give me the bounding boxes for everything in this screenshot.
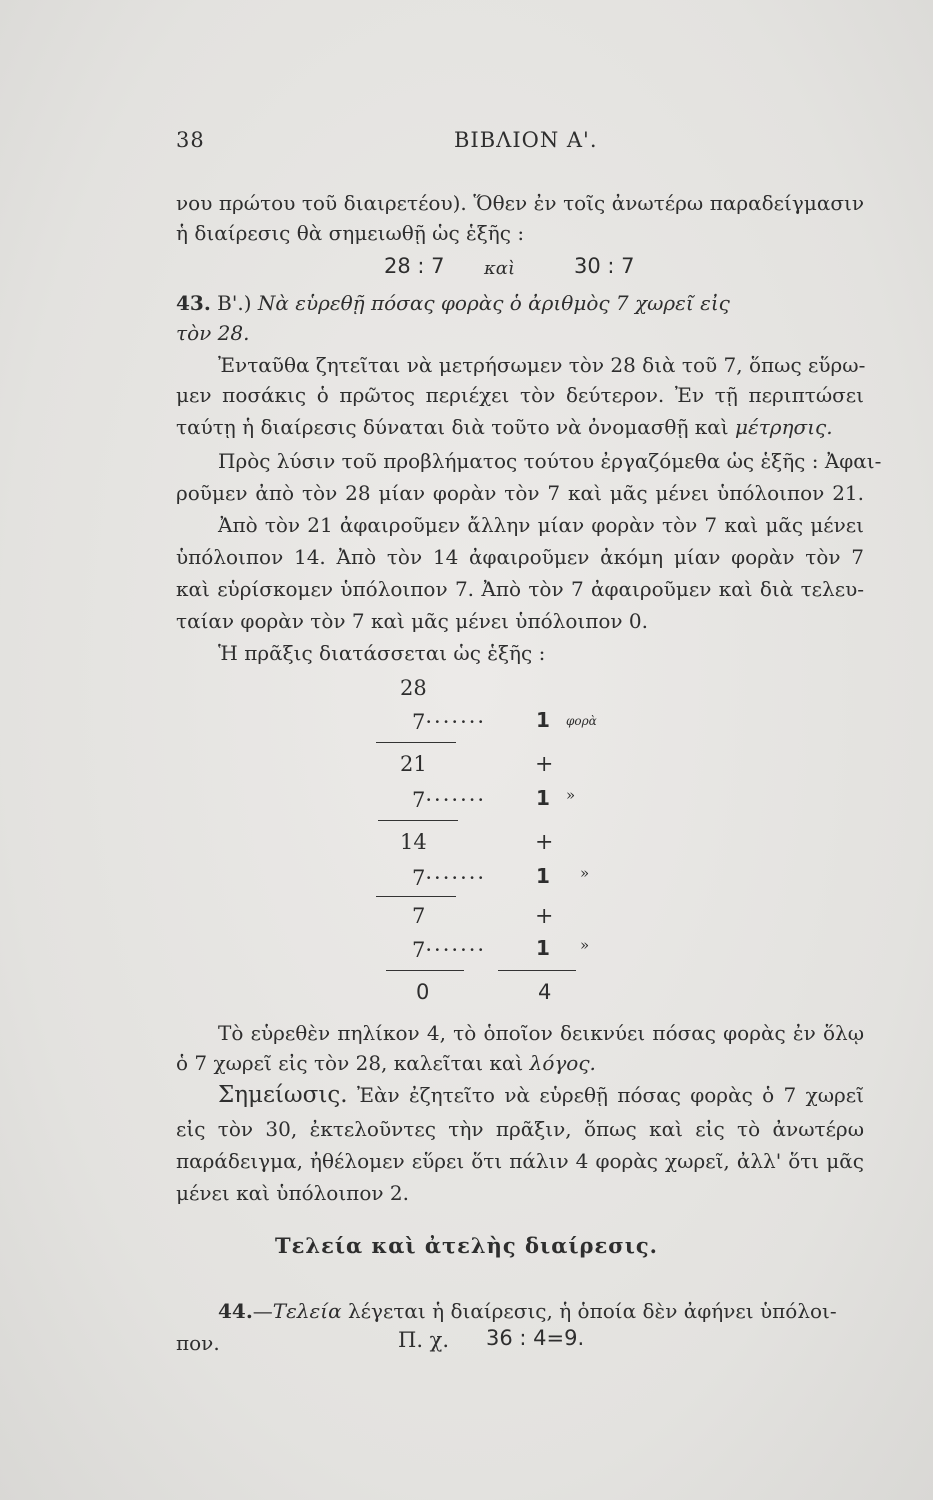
- text-line: ροῦμεν ἀπὸ τὸν 28 μίαν φορὰν τὸν 7 καὶ μᾶς μένει ὑπόλοιπον 21.: [176, 481, 864, 505]
- text-span: λέγεται ἡ διαίρεσις, ἡ ὁποία δὲν ἀφήνει ὑπόλοι-: [347, 1299, 837, 1323]
- text-span: ὁ 7 χωρεῖ εἰς τὸν 28, καλεῖται καὶ: [176, 1051, 524, 1075]
- quotient-rule: [498, 970, 576, 971]
- subsection-label: Β'.): [217, 291, 252, 315]
- text-line: [176, 1048, 864, 1078]
- plus-sign: +: [535, 904, 554, 929]
- division-example-28-7: 28 : 7: [384, 254, 445, 278]
- count-one: 1: [536, 936, 550, 960]
- text-span: Ἐὰν ἐζητεῖτο νὰ εὑρεθῇ πόσας φορὰς ὁ 7 χωρεῖ: [356, 1083, 864, 1107]
- text-line: Πρὸς λύσιν τοῦ προβλήματος τούτου ἐργαζόμεθα ὡς ἑξῆς : Ἀφαι-: [218, 449, 882, 473]
- text-line: παράδειγμα, ἠθέλομεν εὕρει ὅτι πάλιν 4 φορὰς χωρεῖ, ἀλλ' ὅτι μᾶς: [176, 1149, 864, 1173]
- note-label: Σημείωσις.: [218, 1082, 348, 1108]
- text-line: ὑπόλοιπον 14. Ἀπὸ τὸν 14 ἀφαιροῦμεν ἀκόμη μίαν φορὰν τὸν 7: [176, 545, 864, 569]
- text-line: πον.: [176, 1331, 220, 1355]
- division-example-30-7: 30 : 7: [574, 254, 635, 278]
- example-equation: 36 : 4=9.: [486, 1326, 585, 1350]
- paragraph-number: 44.: [218, 1299, 253, 1323]
- paragraph-number: 43.: [176, 291, 211, 315]
- text-line: ἡ διαίρεσις θὰ σημειωθῇ ὡς ἑξῆς :: [176, 221, 525, 245]
- section-heading: Τελεία καὶ ἀτελὴς διαίρεσις.: [274, 1233, 658, 1258]
- count-one: 1: [536, 864, 550, 888]
- quotient: 4: [538, 980, 552, 1004]
- note-line: [218, 1080, 864, 1110]
- rule: [376, 896, 456, 897]
- text-line: [176, 412, 864, 442]
- subtrahend: 7·······: [412, 938, 487, 962]
- subtrahend: 7·······: [412, 866, 487, 890]
- subtrahend: 7·······: [412, 710, 487, 734]
- text-line: μεν ποσάκις ὁ πρῶτος περιέχει τὸν δεύτερον. Ἐν τῇ περιπτώσει: [176, 383, 864, 407]
- text-span: ταύτῃ ἡ διαίρεσις δύναται διὰ τοῦτο νὰ ὀνομασθῇ καὶ: [176, 415, 729, 439]
- text-line: Ἐνταῦθα ζητεῖται νὰ μετρήσωμεν τὸν 28 διὰ τοῦ 7, ὅπως εὕρω-: [218, 353, 866, 377]
- ditto-mark: »: [566, 786, 576, 804]
- text-line: μένει καὶ ὑπόλοιπον 2.: [176, 1181, 409, 1205]
- plus-sign: +: [535, 830, 554, 855]
- rule: [376, 742, 456, 743]
- count-one: 1: [536, 786, 550, 810]
- rule: [378, 820, 458, 821]
- ditto-mark: »: [580, 864, 590, 882]
- text-line: Τὸ εὑρεθὲν πηλίκον 4, τὸ ὁποῖον δεικνύει πόσας φορὰς ἐν ὅλῳ: [218, 1021, 864, 1045]
- partial-remainder: 21: [400, 752, 427, 776]
- ditto-mark: »: [580, 936, 590, 954]
- text-line: Ἡ πρᾶξις διατάσσεται ὡς ἑξῆς :: [218, 641, 546, 665]
- running-title: ΒΙΒΛΙΟΝ Α'.: [454, 128, 598, 152]
- page-number: 38: [176, 128, 205, 152]
- problem-statement: Νὰ εὑρεθῇ πόσας φορὰς ὁ ἀριθμὸς 7 χωρεῖ εἰς: [257, 291, 730, 315]
- emphasis-term: λόγος.: [529, 1051, 596, 1075]
- text-line: νου πρώτου τοῦ διαιρετέου). Ὅθεν ἐν τοῖς ἀνωτέρω παραδείγμασιν: [176, 191, 864, 215]
- example-label: Π. χ.: [398, 1328, 450, 1352]
- remainder-rule: [386, 970, 464, 971]
- count-one: 1: [536, 708, 550, 732]
- fora-label: φορὰ: [566, 714, 597, 728]
- text-line: ταίαν φορὰν τὸν 7 καὶ μᾶς μένει ὑπόλοιπον 0.: [176, 609, 648, 633]
- definition-line: [218, 1296, 864, 1326]
- partial-remainder: 7: [412, 904, 426, 928]
- text-line: εἰς τὸν 30, ἐκτελοῦντες τὴν πρᾶξιν, ὅπως καὶ εἰς τὸ ἀνωτέρω: [176, 1117, 864, 1141]
- final-remainder: 0: [416, 980, 430, 1004]
- text-line: καὶ εὑρίσκομεν ὑπόλοιπον 7. Ἀπὸ τὸν 7 ἀφαιροῦμεν καὶ διὰ τελευ-: [176, 577, 864, 601]
- text-line: τὸν 28.: [176, 321, 250, 345]
- problem-line: [176, 288, 864, 318]
- dash: —: [252, 1299, 273, 1323]
- dividend: 28: [400, 676, 427, 700]
- partial-remainder: 14: [400, 830, 427, 854]
- defined-term: Τελεία: [272, 1299, 342, 1323]
- subtrahend: 7·······: [412, 788, 487, 812]
- text-line: Ἀπὸ τὸν 21 ἀφαιροῦμεν ἄλλην μίαν φορὰν τὸν 7 καὶ μᾶς μένει: [218, 513, 864, 537]
- conjunction-kai: καὶ: [484, 258, 516, 279]
- emphasis-term: μέτρησις.: [735, 415, 833, 439]
- plus-sign: +: [535, 752, 554, 777]
